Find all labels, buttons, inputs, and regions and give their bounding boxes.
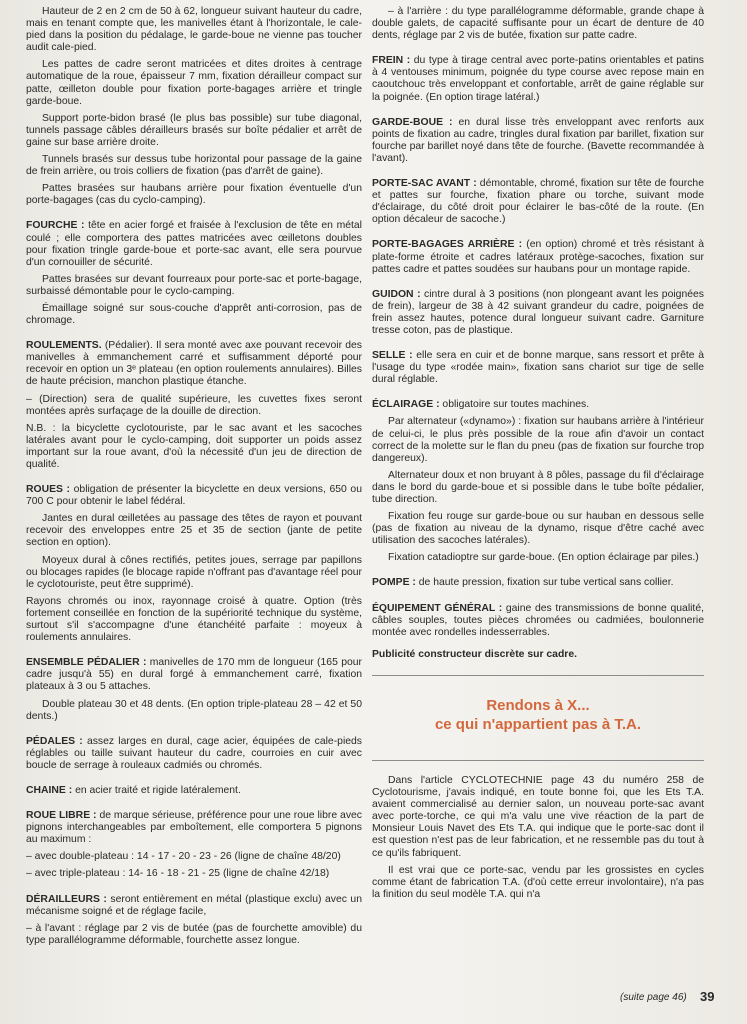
paragraph: Support porte-bidon brasé (le plus bas possible) sur tube diagonal, tunnels passage câbles dérailleurs brasés sur boîte pédalier et arrêt de gaine sur base arrière droite. [26, 112, 362, 148]
section-text: seront entièrement en métal (plastique exclu) avec un mécanisme soigné et de réglage facile, [26, 893, 362, 917]
section-heading: PÉDALES : [26, 735, 83, 747]
section-heading: POMPE : [372, 577, 416, 589]
divider [372, 760, 704, 761]
section-pompe [372, 577, 704, 589]
paragraph: Pattes brasées sur devant fourreaux pour porte-sac et porte-bagage, surbaissé démontable pour le cyclo-camping. [26, 273, 362, 297]
paragraph: Par alternateur («dynamo») : fixation sur haubans arrière à l'intérieur de celui-ci, le plus près possible de la roue afin d'avoir un contact correct de la molette sur le flan du pneu (pas de fixation sur fourche trop dangereux). [372, 416, 704, 464]
section-selle [372, 350, 704, 386]
paragraph: Alternateur doux et non bruyant à 8 pôles, passage du fil d'éclairage dans le bord du garde-boue et si possible dans le tube boîte pédalier, tube direction. [372, 469, 704, 505]
section-heading: CHAINE : [26, 784, 73, 796]
paragraph: Il est vrai que ce porte-sac, vendu par les grossistes en cycles comme étant de fabrication T.A. (d'où cette erreur involontaire), n'a pas la finition du seul modèle T.A. qui n'a [372, 864, 704, 900]
section-equipement-general [372, 603, 704, 639]
paragraph: Pattes brasées sur haubans arrière pour fixation éventuelle d'un porte-bagages (cas du cyclo-camping). [26, 183, 362, 207]
section-frein [372, 55, 704, 103]
section-text: (en option) chromé et très résistant à plate-forme étroite et cadres latéraux protège-sacoches, fixation sur pattes cadre et pattes soudées sur haubans pour un montage rapide. [372, 239, 705, 275]
section-heading: ENSEMBLE PÉDALIER : [26, 657, 147, 669]
section-heading: FREIN : [372, 55, 411, 67]
right-column [372, 6, 704, 906]
section-heading: ROUE LIBRE : [26, 810, 97, 822]
section-text: gaine des transmissions de bonne qualité, câbles souples, toutes pièces chromées ou cadmiées, boulonnerie montée avec rondelles indesserrables. [372, 602, 704, 638]
box-title-line: Rendons à X... [486, 696, 590, 714]
section-roues [26, 484, 362, 508]
paragraph: – à l'avant : réglage par 2 vis de butée (pas de fourchette amovible) du type parallélogramme déformable, fourchette assez longue. [26, 922, 362, 946]
paragraph: – (Direction) sera de qualité supérieure, les cuvettes fixes seront montées après surfaçage de la douille de direction. [26, 393, 362, 417]
section-text: elle sera en cuir et de bonne marque, sans ressort et prête à l'usage du type «rodée main», fixation sans chariot sur tige de selle dural réglable. [372, 350, 704, 386]
section-heading: PORTE-SAC AVANT : [372, 178, 477, 190]
paragraph: Double plateau 30 et 48 dents. (En option triple-plateau 28 – 42 et 50 dents.) [26, 698, 362, 722]
paragraph: N.B. : la bicyclette cyclotouriste, par le sac avant et les sacoches latérales avant pour le cyclo-camping, doit supporter un poids assez important sur la roue avant, d'où la nécessité d'un jeu de direction de qualité. [26, 422, 362, 470]
continued-note: (suite page 46) [620, 992, 687, 1003]
section-porte-bagages [372, 239, 704, 275]
section-text: du type à tirage central avec porte-patins orientables et patins à 4 ventouses minimum, poignée du type course avec repose main en caoutchouc très enveloppant et confortable, arrêt de gaine réglable sur la poignée. (En option tirage latéral.) [372, 55, 704, 103]
closing-note: Publicité constructeur discrète sur cadre. [372, 648, 577, 660]
paragraph: Rayons chromés ou inox, rayonnage croisé à quatre. Option (très fortement conseillée en fonction de la supériorité technique du système, surtout s'il s'accompagne d'une étanchéité parfaite : moyeux à roulements annulaires. [26, 595, 362, 644]
paragraph: Jantes en dural œilletées au passage des têtes de rayon et pouvant recevoir des enveloppes entre 25 et 35 de section (jante de petite section en option). [26, 513, 362, 549]
section-heading: GUIDON : [372, 288, 421, 300]
box-title-line: ce qui n'appartient pas à T.A. [434, 715, 642, 733]
left-column [26, 6, 362, 952]
section-heading: FOURCHE : [26, 220, 85, 232]
paragraph: Les pattes de cadre seront matricées et dites droites à centrage automatique de la roue, épaisseur 7 mm, fixation dérailleur compact sur patte, œilleton double pour fixation porte-bagages arrière et tringle garde-boue. [26, 59, 362, 107]
section-text: en acier traité et rigide latéralement. [72, 784, 241, 796]
section-heading: ROUES : [26, 484, 71, 496]
paragraph: Moyeux dural à cônes rectifiés, petites joues, serrage par papillons ou blocages rapides (le blocage rapide n'offrant pas d'avantage réel pour le cyclotouriste, peut être supprimé). [26, 554, 362, 590]
section-text: obligation de présenter la bicyclette en deux versions, 650 ou 700 C pour obtenir le label fédéral. [26, 484, 362, 508]
paragraph: – avec double-plateau : 14 - 17 - 20 - 23 - 26 (ligne de chaîne 48/20) [26, 851, 341, 863]
section-porte-sac [372, 178, 704, 226]
section-heading: GARDE-BOUE : [372, 116, 453, 128]
section-roulements [26, 340, 362, 388]
section-heading: DÉRAILLEURS : [26, 893, 107, 905]
section-garde-boue [372, 117, 704, 165]
section-text: de marque sérieuse, préférence pour une roue libre avec pignons interchangeables par emboîtement, elle comportera 5 pignons au maximum : [26, 810, 362, 846]
paragraph: Dans l'article CYCLOTECHNIE page 43 du numéro 258 de Cyclotourisme, j'avais indiqué, en toute bonne foi, que les Ets T.A. avaient commercialisé au dernier salon, un nouveau porte-sac avant avec porte-torche, ce qui m'a valu une vive réaction de la part de Monsieur Louis Navet des Ets T.A. qui indique que le porte-sac dont il est question n'est pas de leur fabrication, et ne ressemble pas du tout à ce qu'ils fabriquent. [372, 774, 704, 859]
page-footer [600, 990, 730, 1006]
section-text: manivelles de 170 mm de longueur (165 pour cadre jusqu'à 55) en dural forgé à emmanchement carré, fixation plateaux à 3 ou 5 attaches. [26, 657, 362, 693]
section-heading: ROULEMENTS. [26, 340, 102, 352]
section-text: assez larges en dural, cage acier, équipées de cale-pieds réglables ou taille suivant hauteur du cadre, courroies en cuir avec boucle de serrage à rouleaux cadmiés ou chromés. [26, 735, 362, 771]
section-text: tête en acier forgé et fraisée à l'exclusion de tête en métal coulé ; elle comportera des pattes matricées avec œilletons doubles pour fixation tringle garde-boue et porte-sac avant, elle sera pourvue d'un cornouiller de sécurité. [26, 220, 362, 268]
section-text: (Pédalier). Il sera monté avec axe pouvant recevoir des manivelles à emmanchement carré et suffisamment déporté pour recevoir en option un 3ᵉ plateau (en option roulements annulaires). Billes de haute précision, manchon plastique étanche. [26, 340, 362, 388]
paragraph: Tunnels brasés sur dessus tube horizontal pour passage de la gaine de frein arrière, ou trois colliers de fixation (pas d'arrêt de gaine). [26, 154, 362, 178]
paragraph: Hauteur de 2 en 2 cm de 50 à 62, longueur suivant hauteur du cadre, mais en tenant compte que, les manivelles étant à l'horizontale, le cale-pied dans la position du pédalage, le garde-boue ne vienne pas toucher audit cale-pied. [26, 6, 362, 54]
section-text: cintre dural à 3 positions (non plongeant avant les poignées de frein), largeur de 38 à 42 suivant grandeur du cadre, poignées de frein assez hautes, potence dural longueur suivant cadre. Garniture tresse coton, pas de plastique. [372, 288, 704, 336]
section-text: démontable, chromé, fixation sur tête de fourche et pattes sur fourche, fixation phare ou torche, suivant mode d'éclairage, du côté droit pour éclairer le bas-côté de la route. (En option décaleur de sacoche.) [372, 178, 704, 226]
section-ensemble-pedalier [26, 657, 362, 693]
section-text: obligatoire sur toutes machines. [439, 399, 590, 411]
section-guidon [372, 289, 704, 337]
paragraph: Émaillage soigné sur sous-couche d'apprêt anti-corrosion, pas de chromage. [26, 302, 362, 327]
section-heading: SELLE : [372, 350, 413, 362]
section-text: en dural lisse très enveloppant avec renforts aux points de fixation au cadre, tringles dural fixation par barillet, fixation sur fourche par barillet noyé dans tête de fourche. (Bavette recommandée à l'avant). [372, 116, 704, 164]
section-derailleurs [26, 894, 362, 918]
paragraph: – à l'arrière : du type parallélogramme déformable, grande chape à double galets, de capacité suffisante pour un écart de denture de 40 dents, réglage par 2 vis de butée, fixation sur patte cadre. [372, 6, 704, 42]
section-roue-libre [26, 810, 362, 846]
section-fourche [26, 220, 362, 268]
section-chaine [26, 785, 362, 797]
section-eclairage [372, 399, 704, 411]
divider [372, 675, 704, 676]
box-title [372, 696, 704, 734]
section-heading: PORTE-BAGAGES ARRIÈRE : [372, 239, 523, 251]
paragraph: – avec triple-plateau : 14- 16 - 18 - 21 - 25 (ligne de chaîne 42/18) [26, 868, 330, 880]
section-text: de haute pression, fixation sur tube vertical sans collier. [415, 577, 674, 589]
page-number: 39 [700, 989, 715, 1004]
paragraph: Fixation catadioptre sur garde-boue. (En option éclairage par piles.) [388, 552, 699, 564]
section-heading: ÉQUIPEMENT GÉNÉRAL : [372, 602, 503, 614]
section-heading: ÉCLAIRAGE : [372, 399, 440, 411]
section-pedales [26, 736, 362, 772]
paragraph: Fixation feu rouge sur garde-boue ou sur hauban en dessous selle (pas de fixation au niveau de la dynamo, risque d'être caché avec utilisation des sacoches latérales). [372, 511, 704, 547]
